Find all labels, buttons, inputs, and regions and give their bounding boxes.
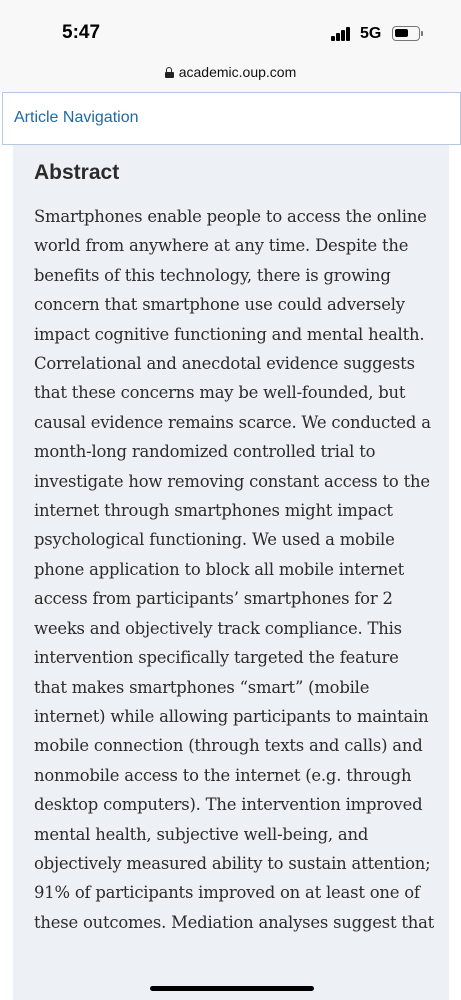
article-navigation-button[interactable] (2, 92, 461, 145)
home-indicator[interactable] (150, 986, 314, 991)
signal-bars-icon (331, 27, 351, 41)
address-bar[interactable] (0, 58, 461, 92)
abstract-section (13, 145, 449, 1000)
abstract-text: Smartphones enable people to access the online world from anywhere at any time. Despite the benefits of this technology, there is growing concern that smartphone use could adversely impact cognitive functioning and mental health. Correlational and anecdotal evidence suggests that these concerns may be well-founded, but causal evidence remains scarce. We conducted a month-long randomized controlled trial to investigate how removing constant access to the internet through smartphones might impact psychological functioning. We used a mobile phone application to block all mobile internet access from participants’ smartphones for 2 weeks and objectively track compliance. This intervention specifically targeted the feature that makes smartphones “smart” (mobile internet) while allowing participants to maintain mobile connection (through texts and calls) and nonmobile access to the internet (e.g. through desktop computers). The intervention improved mental health, subjective well-being, and objectively measured ability to sustain attention; 91% of participants improved on at least one of these outcomes. Mediation analyses suggest that (34, 207, 435, 932)
battery-icon (392, 26, 420, 41)
status-bar (0, 0, 461, 58)
status-time: 5:47 (62, 22, 101, 43)
article-navigation-label: Article Navigation (14, 109, 139, 126)
url-text: academic.oup.com (178, 64, 297, 80)
lock-icon (165, 67, 174, 78)
network-type: 5G (360, 25, 382, 42)
abstract-heading: Abstract (34, 161, 120, 184)
